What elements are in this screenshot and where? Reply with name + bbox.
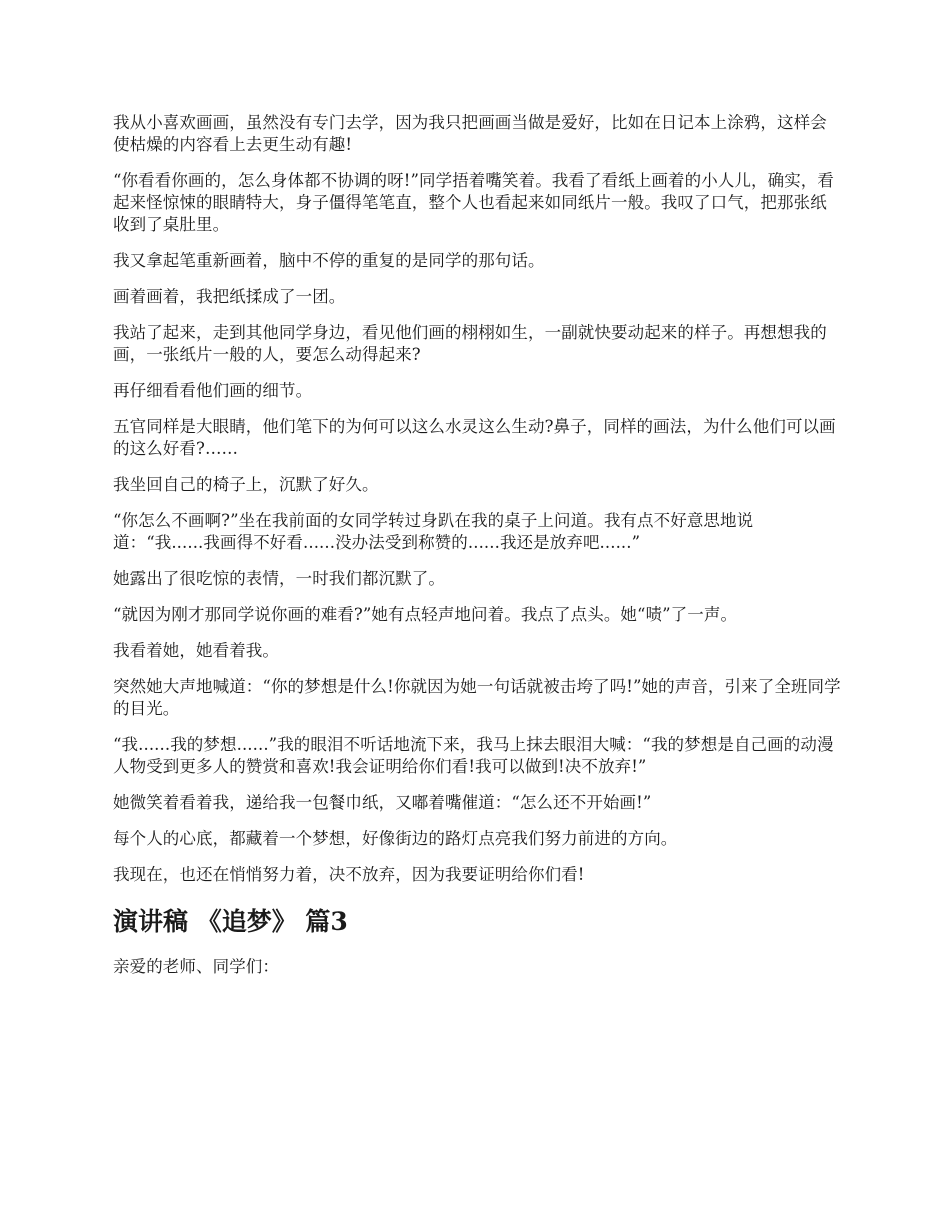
paragraph: 我站了起来，走到其他同学身边，看见他们画的栩栩如生，一副就快要动起来的样子。再想想我的画，一张纸片一般的人，要怎么动得起来? [113, 323, 827, 364]
paragraph: 每个人的心底，都藏着一个梦想，好像街边的路灯点亮我们努力前进的方向。 [113, 829, 678, 848]
paragraph: 我看着她，她看着我。 [113, 641, 279, 660]
paragraph: 画着画着，我把纸揉成了一团。 [113, 287, 346, 306]
paragraph: 再仔细看看他们画的细节。 [113, 381, 313, 400]
paragraph: 我又拿起笔重新画着，脑中不停的重复的是同学的那句话。 [113, 251, 545, 270]
paragraph: “你看看你画的，怎么身体都不协调的呀!”同学捂着嘴笑着。我看了看纸上画着的小人儿，确实，看起来怪惊悚的眼睛特大，身子僵得笔笔直，整个人也看起来如同纸片一般。我叹了口气，把那张纸收到了桌肚里。 [113, 171, 835, 234]
paragraph: “就因为刚才那同学说你画的难看?”她有点轻声地问着。我点了点头。她“啧”了一声。 [113, 605, 738, 624]
paragraph: 我从小喜欢画画，虽然没有专门去学，因为我只把画画当做是爱好，比如在日记本上涂鸦，这样会使枯燥的内容看上去更生动有趣! [113, 113, 827, 154]
paragraph: “你怎么不画啊?”坐在我前面的女同学转过身趴在我的桌子上问道。我有点不好意思地说道：“我......我画得不好看......没办法受到称赞的......我还是放弃吧......” [113, 511, 754, 552]
paragraph: “我......我的梦想......”我的眼泪不听话地流下来，我马上抹去眼泪大喊：“我的梦想是自己画的动漫人物受到更多人的赞赏和喜欢!我会证明给你们看!我可以做到!决不放弃!” [113, 735, 834, 776]
paragraph: 我坐回自己的椅子上，沉默了好久。 [113, 475, 379, 494]
paragraph: 她微笑着看着我，递给我一包餐巾纸，又嘟着嘴催道：“怎么还不开始画!” [113, 793, 652, 812]
paragraph: 突然她大声地喊道：“你的梦想是什么!你就因为她一句话就被击垮了吗!”她的声音，引来了全班同学的目光。 [113, 677, 841, 718]
paragraph: 她露出了很吃惊的表情，一时我们都沉默了。 [113, 569, 445, 588]
section-title: 演讲稿 《追梦》 篇3 [113, 907, 348, 936]
paragraph: 亲爱的老师、同学们： [113, 957, 279, 976]
document-page [113, 112, 843, 992]
paragraph: 我现在，也还在悄悄努力着，决不放弃，因为我要证明给你们看! [113, 865, 585, 884]
paragraph: 五官同样是大眼睛，他们笔下的为何可以这么水灵这么生动?鼻子，同样的画法，为什么他们可以画的这么好看?…… [113, 417, 836, 458]
